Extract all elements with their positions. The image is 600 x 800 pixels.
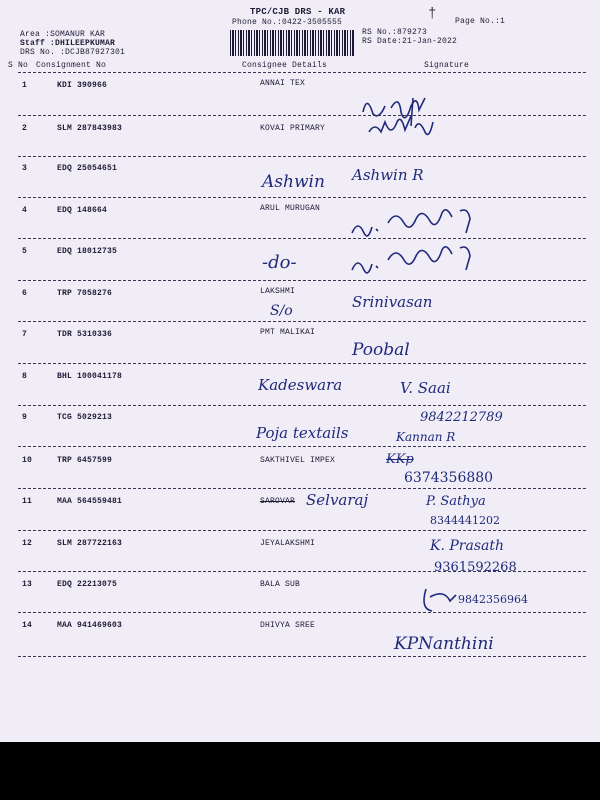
row-divider <box>18 115 586 116</box>
handwritten-ditto: -do- <box>262 252 297 273</box>
row-consignment: SLM 287722163 <box>57 539 123 548</box>
handwritten-phone: 9842356964 <box>458 593 528 606</box>
rs-number-field: RS No.:879273 <box>362 28 428 37</box>
drs-number-field: DRS No. :DCJB87927301 <box>20 48 126 57</box>
area-field: Area :SOMANUR KAR <box>20 30 106 39</box>
handwritten-phone: 9361592268 <box>434 560 517 575</box>
row-consignee: KOVAI PRIMARY <box>260 124 326 133</box>
handwritten-relation: S/o <box>270 303 293 319</box>
handwritten-signature: K. Prasath <box>430 538 504 554</box>
row-consignee: LAKSHMI <box>260 287 296 296</box>
row-divider <box>18 405 586 406</box>
header-divider <box>18 72 586 73</box>
row-sno: 7 <box>22 330 28 339</box>
row-consignee: DHIVYA SREE <box>260 621 316 630</box>
row-consignment: EDQ 25054651 <box>57 164 118 173</box>
sheet-title: TPC/CJB DRS - KAR <box>250 7 346 17</box>
row-consignment: TRP 6457599 <box>57 456 113 465</box>
row-consignee: ARUL MURUGAN <box>260 204 321 213</box>
row-sno: 8 <box>22 372 28 381</box>
row-consignment: EDQ 22213075 <box>57 580 118 589</box>
col-signature: Signature <box>424 61 470 70</box>
row-divider <box>18 488 586 489</box>
handwritten-signature: Kannan R <box>396 430 456 444</box>
row-consignee: PMT MALIKAI <box>260 328 316 337</box>
row-consignee: BALA SUB <box>260 580 301 589</box>
signature-scribble <box>348 240 498 280</box>
handwritten-signature: Ashwin R <box>352 166 424 184</box>
handwritten-phone: 6374356880 <box>404 470 494 486</box>
row-divider <box>18 446 586 447</box>
rs-date-field: RS Date:21-Jan-2022 <box>362 37 458 46</box>
row-sno: 10 <box>22 456 33 465</box>
col-consignee: Consignee Details <box>242 61 328 70</box>
row-consignee: SAKTHIVEL IMPEX <box>260 456 336 465</box>
page-number: Page No.:1 <box>455 17 506 26</box>
handwritten-phone: 9842212789 <box>420 410 503 425</box>
paper-clip-mark: † <box>428 6 437 22</box>
row-consignment: MAA 941469603 <box>57 621 123 630</box>
row-divider <box>18 280 586 281</box>
row-divider <box>18 612 586 613</box>
row-consignee: ANNAI TEX <box>260 79 306 88</box>
row-divider <box>18 656 586 657</box>
row-divider <box>18 321 586 322</box>
row-divider <box>18 238 586 239</box>
handwritten-signature: Srinivasan <box>352 293 433 311</box>
handwritten-name: Ashwin <box>262 172 325 192</box>
handwritten-signature: P. Sathya <box>426 494 486 509</box>
handwritten-name: Selvaraj <box>306 491 369 509</box>
row-consignment: SLM 287843983 <box>57 124 123 133</box>
row-sno: 12 <box>22 539 33 548</box>
row-consignment: EDQ 148664 <box>57 206 108 215</box>
row-sno: 4 <box>22 206 28 215</box>
barcode <box>230 30 355 56</box>
staff-field: Staff :DHILEEPKUMAR <box>20 39 116 48</box>
scan-dark-edge <box>0 742 600 800</box>
row-consignment: TRP 7058276 <box>57 289 113 298</box>
col-sno: S No <box>8 61 29 70</box>
handwritten-signature: KKp <box>386 452 414 467</box>
phone-number: Phone No.:0422-3505555 <box>232 18 343 27</box>
handwritten-signature: KPNanthini <box>394 634 494 654</box>
row-consignment: KDI 390966 <box>57 81 108 90</box>
row-sno: 13 <box>22 580 33 589</box>
row-consignment: EDQ 18012735 <box>57 247 118 256</box>
row-consignment: MAA 564559481 <box>57 497 123 506</box>
row-sno: 11 <box>22 497 33 506</box>
row-sno: 6 <box>22 289 28 298</box>
handwritten-name: Poja textails <box>256 424 349 442</box>
signature-scribble <box>420 585 460 615</box>
row-consignment: BHL 100041178 <box>57 372 123 381</box>
row-consignee: SAROVAR <box>260 497 296 506</box>
row-sno: 9 <box>22 413 28 422</box>
row-sno: 5 <box>22 247 28 256</box>
row-divider <box>18 156 586 157</box>
signature-scribble <box>355 92 465 152</box>
row-divider <box>18 530 586 531</box>
row-divider <box>18 571 586 572</box>
row-divider <box>18 197 586 198</box>
handwritten-signature: Poobal <box>352 340 410 360</box>
handwritten-name: Kadeswara <box>258 376 343 394</box>
handwritten-phone: 8344441202 <box>430 514 500 527</box>
row-sno: 1 <box>22 81 28 90</box>
row-consignment: TDR 5310336 <box>57 330 113 339</box>
row-divider <box>18 363 586 364</box>
row-sno: 2 <box>22 124 28 133</box>
col-consignment: Consignment No <box>36 61 107 70</box>
row-sno: 3 <box>22 164 28 173</box>
handwritten-signature: V. Saai <box>400 379 451 397</box>
row-consignee: JEYALAKSHMI <box>260 539 316 548</box>
row-sno: 14 <box>22 621 33 630</box>
row-consignment: TCG 5029213 <box>57 413 113 422</box>
